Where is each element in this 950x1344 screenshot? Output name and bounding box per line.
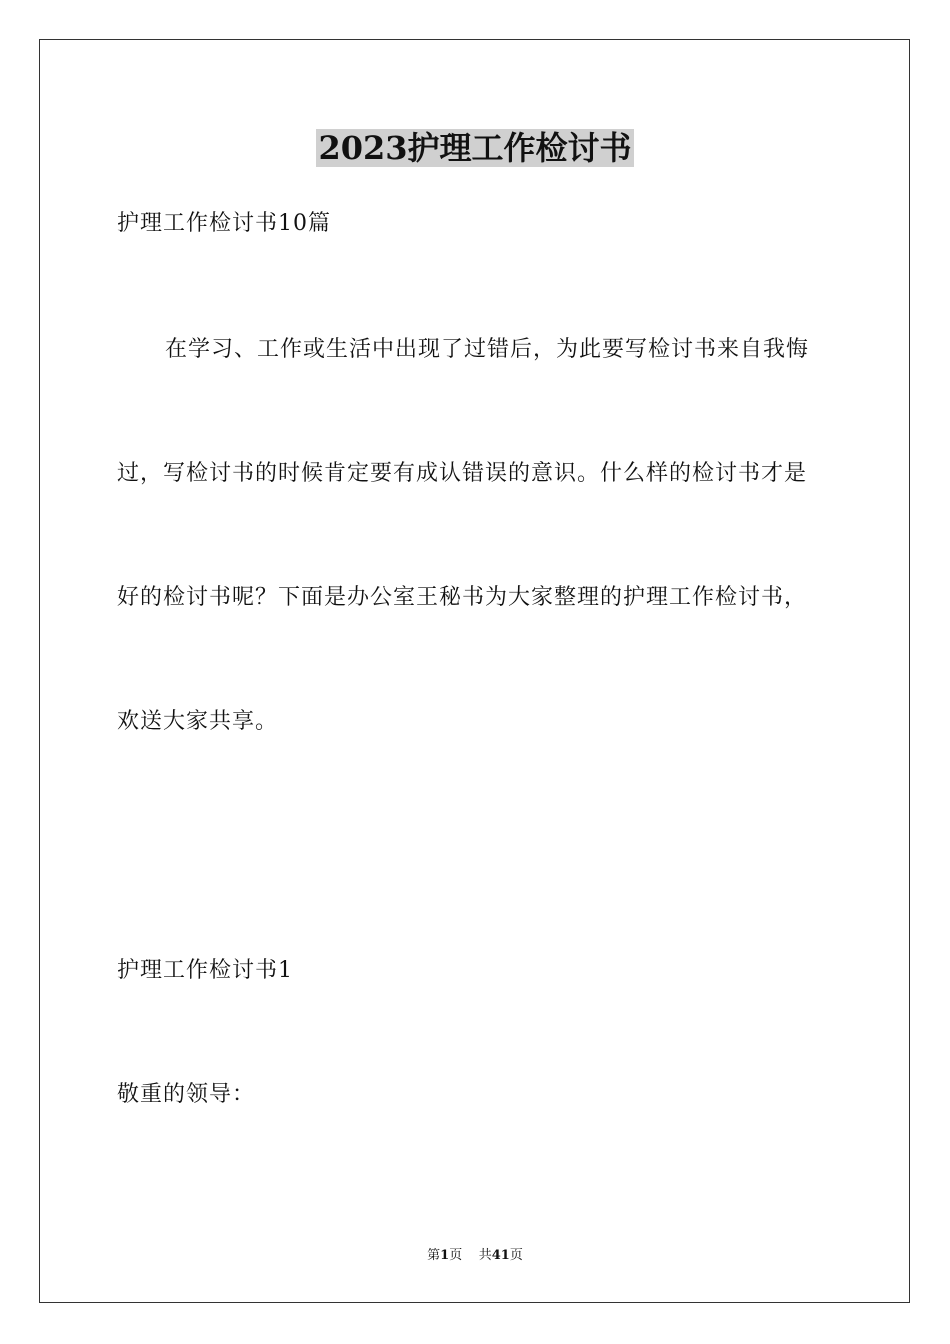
page-footer xyxy=(0,1246,950,1266)
paragraph-line-1: 在学习、工作或生活中出现了过错后，为此要写检讨书来自我悔 xyxy=(165,337,810,362)
footer-total-pages: 41 xyxy=(491,1248,510,1263)
document-title xyxy=(0,126,950,170)
document-subtitle: 护理工作检讨书10篇 xyxy=(117,211,331,236)
section-heading: 护理工作检讨书1 xyxy=(117,958,293,983)
footer-page-prefix: 第 xyxy=(427,1248,441,1263)
paragraph-line-3: 好的检讨书呢？下面是办公室王秘书为大家整理的护理工作检讨书， xyxy=(117,585,808,610)
footer-page-number: 1 xyxy=(440,1248,450,1263)
salutation: 敬重的领导： xyxy=(117,1082,256,1107)
footer-total-prefix: 共 xyxy=(478,1248,492,1263)
paragraph-line-4: 欢送大家共享。 xyxy=(117,709,279,734)
footer-total-suffix: 页 xyxy=(509,1248,523,1263)
paragraph-line-2: 过，写检讨书的时候肯定要有成认错误的意识。什么样的检讨书才是 xyxy=(117,461,808,486)
footer-page-suffix: 页 xyxy=(449,1248,463,1263)
document-title-text: 2023护理工作检讨书 xyxy=(318,129,632,167)
